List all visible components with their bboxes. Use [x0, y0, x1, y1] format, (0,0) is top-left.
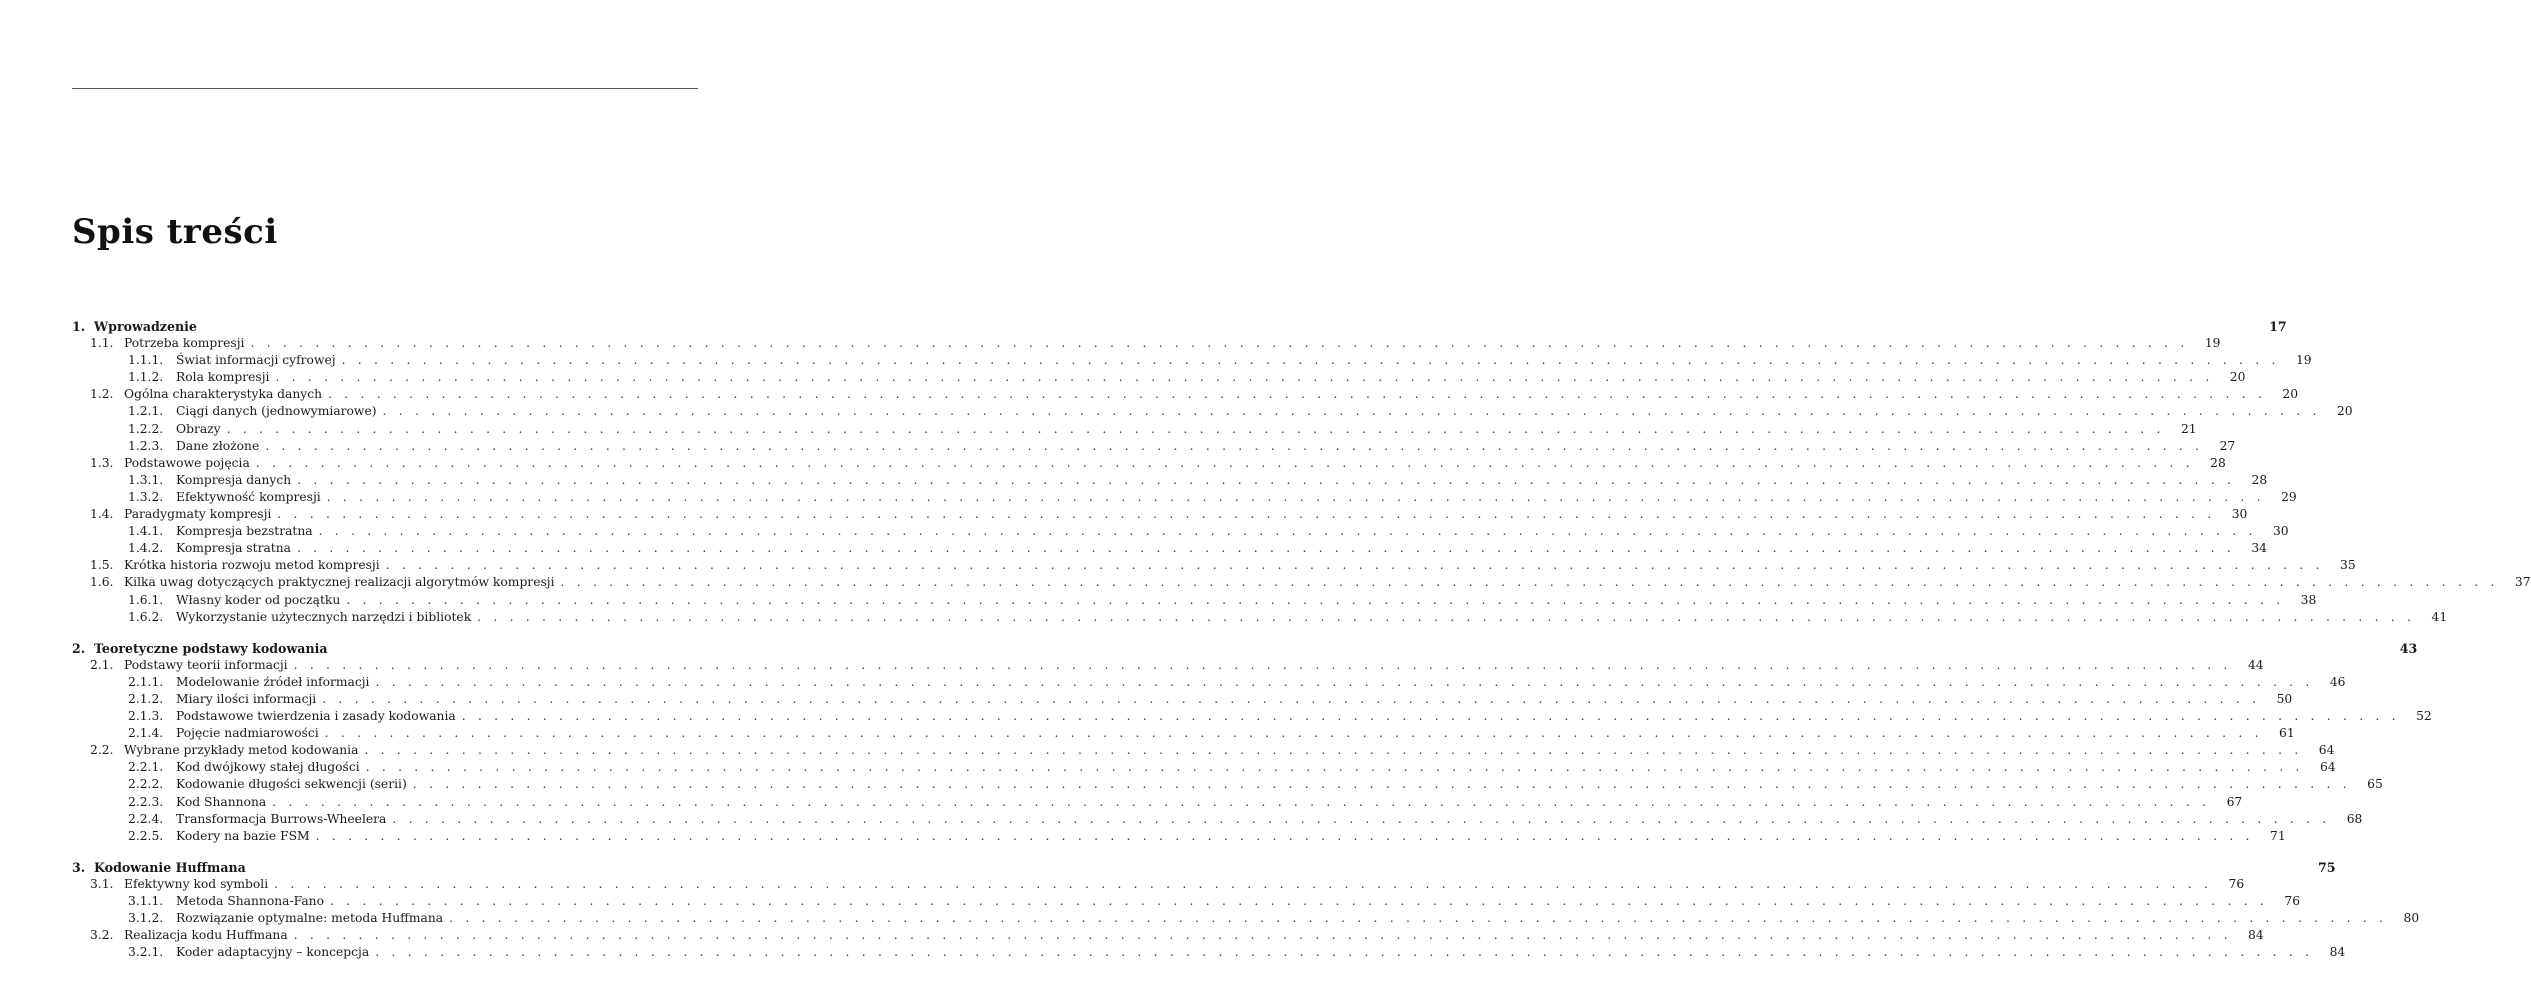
- toc-chapter-entry[interactable]: [72, 640, 2418, 657]
- toc-section-entry-title: Podstawowe pojęcia: [124, 455, 250, 470]
- toc-subsection-entry[interactable]: [72, 523, 2289, 540]
- toc-subsection-entry[interactable]: [72, 944, 2346, 961]
- toc-subsection-entry-title: Miary ilości informacji: [176, 691, 317, 706]
- dot-leader: . . . . . . . . . . . . . . . . . . . . . . . . . . . . . . . . . . . . . . . . . . . . . . . . . . . . . . . . . . . . . . . . . . . . . . . . . . . . . . . . . . . . . . . . . . . . . . . . . . . . . . . . . . . . . . . . . . . . . . . .: [315, 828, 2254, 843]
- toc-section-entry[interactable]: [72, 335, 2221, 352]
- toc-subsection-entry[interactable]: [72, 540, 2267, 557]
- toc-section-entry-title: Realizacja kodu Huffmana: [124, 928, 288, 943]
- toc-subsection-entry-number: 1.2.2.: [128, 421, 164, 436]
- toc-section-entry-number: 1.4.: [90, 507, 114, 522]
- dot-leader: . . . . . . . . . . . . . . . . . . . . . . . . . . . . . . . . . . . . . . . . . . . . . . . . . . . . . . . . . . . . . . . . . . . . . . . . . . . . . . . . . . . . . . . . . . . . . . . . . . . . . . . . . . . . . . . . . . . . . . . .: [365, 760, 2304, 775]
- dot-leader: . . . . . . . . . . . . . . . . . . . . . . . . . . . . . . . . . . . . . . . . . . . . . . . . . . . . . . . . . . . . . . . . . . . . . . . . . . . . . . . . . . . . . . . . . . . . . . . . . . . . . . . . . . . . . . . . . . . . . . . .: [449, 911, 2388, 926]
- toc-chapter-entry-page: 17: [2269, 319, 2287, 334]
- toc-subsection-entry-page: 27: [2219, 438, 2236, 453]
- page-title: Spis treści: [72, 212, 278, 252]
- dot-leader: . . . . . . . . . . . . . . . . . . . . . . . . . . . . . . . . . . . . . . . . . . . . . . . . . . . . . . . . . . . . . . . . . . . . . . . . . . . . . . . . . . . . . . . . . . . . . . . . . . . . . . . . . . . . . . . . . . . . . . . .: [341, 353, 2280, 368]
- toc-subsection-entry-title: Metoda Shannona-Fano: [176, 894, 325, 908]
- toc-chapter: [72, 640, 2432, 845]
- toc-subsection-entry-page: 68: [2346, 811, 2363, 826]
- dot-leader: . . . . . . . . . . . . . . . . . . . . . . . . . . . . . . . . . . . . . . . . . . . . . . . . . . . . . . . . . . . . . . . . . . . . . . . . . . . . . . . . . . . . . . . . . . . . . . . . . . . . . . . . . . . . . . . . . . . . . . . .: [364, 743, 2303, 758]
- toc-subsection-entry-title: Transformacja Burrows-Wheelera: [176, 811, 387, 826]
- toc-subsection-entry-number: 1.3.2.: [128, 489, 164, 504]
- toc-chapter-entry-number: 1.: [72, 319, 86, 334]
- toc-section-entry-title: Podstawy teorii informacji: [124, 657, 288, 672]
- toc-subsection-entry-title: Kod dwójkowy stałej długości: [176, 760, 360, 775]
- toc-section-entry-page: 28: [2210, 455, 2226, 470]
- toc-subsection-entry[interactable]: [72, 893, 2301, 910]
- dot-leader: . . . . . . . . . . . . . . . . . . . . . . . . . . . . . . . . . . . . . . . . . . . . . . . . . . . . . . . . . . . . . . . . . . . . . . . . . . . . . . . . . . . . . . . . . . . . . . . . . . . . . . . . . . . . . . . . . . . . . . . .: [477, 609, 2416, 624]
- dot-leader: . . . . . . . . . . . . . . . . . . . . . . . . . . . . . . . . . . . . . . . . . . . . . . . . . . . . . . . . . . . . . . . . . . . . . . . . . . . . . . . . . . . . . . . . . . . . . . . . . . . . . . . . . . . . . . . . . . . . . . . .: [324, 726, 2263, 741]
- toc-section-entry[interactable]: [72, 557, 2356, 574]
- toc-subsection-entry-title: Kompresja stratna: [176, 541, 291, 556]
- header-rule: [72, 88, 698, 89]
- toc-subsection-entry[interactable]: [72, 421, 2197, 438]
- toc-subsection-entry[interactable]: [72, 592, 2317, 609]
- toc-subsection-entry-page: 19: [2295, 353, 2312, 368]
- toc-subsection-entry-number: 2.1.2.: [128, 691, 164, 706]
- toc-subsection-entry-title: Dane złożone: [176, 438, 260, 453]
- toc-section-entry-title: Wybrane przykłady metod kodowania: [124, 743, 359, 758]
- toc-subsection-entry[interactable]: [72, 369, 2246, 386]
- toc-subsection-entry-page: 80: [2403, 911, 2420, 926]
- toc-subsection-entry[interactable]: [72, 352, 2312, 369]
- toc-section-entry[interactable]: [72, 742, 2335, 759]
- dot-leader: . . . . . . . . . . . . . . . . . . . . . . . . . . . . . . . . . . . . . . . . . . . . . . . . . . . . . . . . . . . . . . . . . . . . . . . . . . . . . . . . . . . . . . . . . . . . . . . . . . . . . . . . . . . . . . . . . . . . . . . .: [326, 489, 2265, 504]
- dot-leader: . . . . . . . . . . . . . . . . . . . . . . . . . . . . . . . . . . . . . . . . . . . . . . . . . . . . . . . . . . . . . . . . . . . . . . . . . . . . . . . . . . . . . . . . . . . . . . . . . . . . . . . . . . . . . . . . . . . . . . . .: [274, 876, 2213, 891]
- toc-subsection-entry-page: 46: [2329, 674, 2346, 689]
- toc-section-entry-page: 64: [2318, 743, 2335, 758]
- toc-subsection-entry[interactable]: [72, 691, 2293, 708]
- dot-leader: . . . . . . . . . . . . . . . . . . . . . . . . . . . . . . . . . . . . . . . . . . . . . . . . . . . . . . . . . . . . . . . . . . . . . . . . . . . . . . . . . . . . . . . . . . . . . . . . . . . . . . . . . . . . . . . . . . . . . . . .: [392, 811, 2331, 826]
- toc-subsection-entry[interactable]: [72, 759, 2336, 776]
- toc-subsection-entry-number: 2.1.4.: [128, 726, 164, 741]
- toc-subsection-entry[interactable]: [72, 489, 2297, 506]
- toc-chapter-entry[interactable]: [72, 318, 2287, 335]
- dot-leader: . . . . . . . . . . . . . . . . . . . . . . . . . . . . . . . . . . . . . . . . . . . . . . . . . . . . . . . . . . . . . . . . . . . . . . . . . . . . . . . . . . . . . . . . . . . . . . . . . . . . . . . . . . . . . . . . . . . . . . . .: [265, 438, 2204, 453]
- dot-leader: . . . . . . . . . . . . . . . . . . . . . . . . . . . . . . . . . . . . . . . . . . . . . . . . . . . . . . . . . . . . . . . . . . . . . . . . . . . . . . . . . . . . . . . . . . . . . . . . . . . . . . . . . . . . . . . . . . . . . . . .: [318, 524, 2257, 539]
- toc-subsection-entry[interactable]: [72, 725, 2295, 742]
- dot-leader: . . . . . . . . . . . . . . . . . . . . . . . . . . . . . . . . . . . . . . . . . . . . . . . . . . . . . . . . . . . . . . . . . . . . . . . . . . . . . . . . . . . . . . . . . . . . . . . . . . . . . . . . . . . . . . . . . . . . . . . .: [322, 691, 2261, 706]
- toc-subsection-entry-number: 1.1.1.: [128, 353, 164, 368]
- toc-subsection-entry-page: 52: [2416, 709, 2432, 724]
- toc-section-entry[interactable]: [72, 876, 2245, 893]
- toc-subsection-entry-number: 2.2.2.: [128, 777, 164, 792]
- toc-subsection-entry-title: Kod Shannona: [176, 794, 267, 809]
- toc-subsection-entry-number: 3.1.1.: [128, 894, 164, 908]
- toc-subsection-entry[interactable]: [72, 794, 2243, 811]
- toc-section-entry-number: 2.2.: [90, 743, 114, 758]
- toc-subsection-entry-page: 29: [2281, 489, 2297, 504]
- toc-chapter-entry-number: 3.: [72, 859, 86, 875]
- dot-leader: . . . . . . . . . . . . . . . . . . . . . . . . . . . . . . . . . . . . . . . . . . . . . . . . . . . . . . . . . . . . . . . . . . . . . . . . . . . . . . . . . . . . . . . . . . . . . . . . . . . . . . . . . . . . . . . . . . . . . . . .: [293, 657, 2232, 672]
- toc-section-entry-title: Kilka uwag dotyczących praktycznej realizacji algorytmów kompresji: [124, 575, 555, 590]
- dot-leader: . . . . . . . . . . . . . . . . . . . . . . . . . . . . . . . . . . . . . . . . . . . . . . . . . . . . . . . . . . . . . . . . . . . . . . . . . . . . . . . . . . . . . . . . . . . . . . . . . . . . . . . . . . . . . . . . . . . . . . . .: [375, 674, 2314, 689]
- toc-section-entry[interactable]: [72, 386, 2299, 403]
- toc-subsection-entry[interactable]: [72, 828, 2286, 845]
- toc-subsection-entry-page: 21: [2180, 421, 2197, 436]
- toc-section-entry-title: Paradygmaty kompresji: [124, 507, 272, 522]
- toc-subsection-entry-page: 64: [2320, 760, 2336, 775]
- toc-subsection-entry-number: 1.6.1.: [128, 592, 164, 607]
- dot-leader: . . . . . . . . . . . . . . . . . . . . . . . . . . . . . . . . . . . . . . . . . . . . . . . . . . . . . . . . . . . . . . . . . . . . . . . . . . . . . . . . . . . . . . . . . . . . . . . . . . . . . . . . . . . . . . . . . . . . . . . .: [297, 472, 2236, 487]
- toc-subsection-entry-title: Efektywność kompresji: [176, 489, 321, 504]
- toc-chapter: [72, 859, 2420, 962]
- toc-section-entry-title: Krótka historia rozwoju metod kompresji: [124, 558, 380, 573]
- toc-subsection-entry-title: Wykorzystanie użytecznych narzędzi i bibliotek: [176, 609, 472, 624]
- toc-chapter-entry-title: Wprowadzenie: [94, 319, 197, 334]
- toc-section-entry-number: 1.6.: [90, 575, 114, 590]
- dot-leader: . . . . . . . . . . . . . . . . . . . . . . . . . . . . . . . . . . . . . . . . . . . . . . . . . . . . . . . . . . . . . . . . . . . . . . . . . . . . . . . . . . . . . . . . . . . . . . . . . . . . . . . . . . . . . . . . . . . . . . . .: [346, 592, 2285, 607]
- toc-subsection-entry-number: 2.2.4.: [128, 811, 164, 826]
- toc-subsection-entry-page: 67: [2226, 794, 2243, 809]
- toc-subsection-entry-page: 41: [2431, 609, 2448, 624]
- toc-section-entry-page: 44: [2247, 657, 2264, 672]
- toc-subsection-entry-number: 2.1.1.: [128, 674, 164, 689]
- toc-subsection-entry-title: Ciągi danych (jednowymiarowe): [176, 404, 377, 419]
- toc-subsection-entry-number: 1.1.2.: [128, 370, 164, 385]
- toc-subsection-entry-page: 61: [2279, 726, 2295, 741]
- toc-subsection-entry-number: 3.1.2.: [128, 911, 164, 926]
- toc-chapter-entry-title: Kodowanie Huffmana: [94, 859, 246, 875]
- toc-chapter-entry-page: 75: [2317, 859, 2336, 875]
- dot-leader: . . . . . . . . . . . . . . . . . . . . . . . . . . . . . . . . . . . . . . . . . . . . . . . . . . . . . . . . . . . . . . . . . . . . . . . . . . . . . . . . . . . . . . . . . . . . . . . . . . . . . . . . . . . . . . . . . . . . . . . .: [272, 794, 2211, 809]
- toc-subsection-entry-title: Kompresja bezstratna: [176, 524, 313, 539]
- toc-subsection-entry-number: 1.6.2.: [128, 609, 164, 624]
- toc-section-entry-title: Ogólna charakterystyka danych: [124, 387, 323, 402]
- dot-leader: . . . . . . . . . . . . . . . . . . . . . . . . . . . . . . . . . . . . . . . . . . . . . . . . . . . . . . . . . . . . . . . . . . . . . . . . . . . . . . . . . . . . . . . . . . . . . . . . . . . . . . . . . . . . . . . . . . . . . . . .: [461, 709, 2400, 724]
- toc-section-entry-page: 20: [2282, 387, 2299, 402]
- toc-section-entry[interactable]: [72, 574, 2531, 591]
- toc-subsection-entry[interactable]: [72, 403, 2353, 420]
- toc-subsection-entry-number: 1.2.1.: [128, 404, 164, 419]
- toc-subsection-entry-number: 1.2.3.: [128, 438, 164, 453]
- toc-section-entry-page: 30: [2231, 507, 2248, 522]
- toc-subsection-entry-page: 28: [2251, 472, 2268, 487]
- toc-subsection-entry-page: 30: [2272, 524, 2289, 539]
- toc-subsection-entry-title: Kompresja danych: [176, 472, 292, 487]
- toc-subsection-entry-number: 1.4.1.: [128, 524, 164, 539]
- toc-subsection-entry-number: 2.2.3.: [128, 794, 164, 809]
- dot-leader: . . . . . . . . . . . . . . . . . . . . . . . . . . . . . . . . . . . . . . . . . . . . . . . . . . . . . . . . . . . . . . . . . . . . . . . . . . . . . . . . . . . . . . . . . . . . . . . . . . . . . . . . . . . . . . . . . . . . . . . .: [250, 336, 2189, 351]
- dot-leader: . . . . . . . . . . . . . . . . . . . . . . . . . . . . . . . . . . . . . . . . . . . . . . . . . . . . . . . . . . . . . . . . . . . . . . . . . . . . . . . . . . . . . . . . . . . . . . . . . . . . . . . . . . . . . . . . . . . . . . . .: [255, 455, 2194, 470]
- dot-leader: . . . . . . . . . . . . . . . . . . . . . . . . . . . . . . . . . . . . . . . . . . . . . . . . . . . . . . . . . . . . . . . . . . . . . . . . . . . . . . . . . . . . . . . . . . . . . . . . . . . . . . . . . . . . . . . . . . . . . . . .: [385, 558, 2324, 573]
- toc-subsection-entry-page: 34: [2251, 541, 2267, 556]
- toc-subsection-entry-page: 71: [2270, 828, 2286, 843]
- toc-subsection-entry-title: Rozwiązanie optymalne: metoda Huffmana: [176, 911, 444, 926]
- toc-section-entry-number: 3.1.: [90, 876, 114, 891]
- toc-subsection-entry-page: 76: [2284, 894, 2301, 908]
- dot-leader: . . . . . . . . . . . . . . . . . . . . . . . . . . . . . . . . . . . . . . . . . . . . . . . . . . . . . . . . . . . . . . . . . . . . . . . . . . . . . . . . . . . . . . . . . . . . . . . . . . . . . . . . . . . . . . . . . . . . . . . .: [330, 894, 2269, 908]
- toc-section-entry-page: 19: [2204, 336, 2221, 351]
- toc-subsection-entry-title: Koder adaptacyjny – koncepcja: [176, 945, 370, 960]
- toc-subsection-entry-title: Modelowanie źródeł informacji: [176, 674, 370, 689]
- toc-subsection-entry[interactable]: [72, 609, 2448, 626]
- toc-subsection-entry-page: 50: [2276, 691, 2293, 706]
- toc-subsection-entry-page: 20: [2229, 370, 2246, 385]
- toc-section-entry-number: 1.2.: [90, 387, 114, 402]
- toc-section-entry[interactable]: [72, 455, 2226, 472]
- toc-subsection-entry[interactable]: [72, 910, 2420, 927]
- toc-subsection-entry-page: 65: [2367, 777, 2383, 792]
- toc-chapter-entry-title: Teoretyczne podstawy kodowania: [94, 640, 328, 656]
- toc-section-entry-title: Efektywny kod symboli: [124, 876, 269, 891]
- toc-section-entry-number: 1.1.: [90, 336, 114, 351]
- toc-subsection-entry-page: 84: [2329, 945, 2346, 960]
- toc-section-entry-title: Potrzeba kompresji: [124, 336, 245, 351]
- toc-subsection-entry-title: Pojęcie nadmiarowości: [176, 726, 319, 741]
- toc-subsection-entry[interactable]: [72, 811, 2363, 828]
- dot-leader: . . . . . . . . . . . . . . . . . . . . . . . . . . . . . . . . . . . . . . . . . . . . . . . . . . . . . . . . . . . . . . . . . . . . . . . . . . . . . . . . . . . . . . . . . . . . . . . . . . . . . . . . . . . . . . . . . . . . . . . .: [412, 777, 2351, 792]
- toc-subsection-entry-page: 38: [2300, 592, 2317, 607]
- toc-section-entry-page: 84: [2248, 928, 2264, 943]
- toc-subsection-entry-title: Świat informacji cyfrowej: [176, 353, 336, 368]
- toc-subsection-entry-title: Podstawowe twierdzenia i zasady kodowania: [176, 709, 456, 724]
- toc-subsection-entry-number: 3.2.1.: [128, 945, 164, 960]
- dot-leader: . . . . . . . . . . . . . . . . . . . . . . . . . . . . . . . . . . . . . . . . . . . . . . . . . . . . . . . . . . . . . . . . . . . . . . . . . . . . . . . . . . . . . . . . . . . . . . . . . . . . . . . . . . . . . . . . . . . . . . . .: [277, 507, 2216, 522]
- toc-subsection-entry-title: Kodowanie długości sekwencji (serii): [176, 777, 407, 792]
- toc-section-entry-number: 3.2.: [90, 928, 114, 943]
- toc-subsection-entry-page: 20: [2336, 404, 2353, 419]
- table-of-contents: [72, 318, 2531, 975]
- toc-subsection-entry-number: 2.2.5.: [128, 828, 164, 843]
- toc-chapter-entry[interactable]: [72, 859, 2336, 876]
- toc-subsection-entry-number: 2.2.1.: [128, 760, 164, 775]
- dot-leader: . . . . . . . . . . . . . . . . . . . . . . . . . . . . . . . . . . . . . . . . . . . . . . . . . . . . . . . . . . . . . . . . . . . . . . . . . . . . . . . . . . . . . . . . . . . . . . . . . . . . . . . . . . . . . . . . . . . . . . . .: [275, 370, 2214, 385]
- toc-section-entry-page: 76: [2228, 876, 2245, 891]
- dot-leader: . . . . . . . . . . . . . . . . . . . . . . . . . . . . . . . . . . . . . . . . . . . . . . . . . . . . . . . . . . . . . . . . . . . . . . . . . . . . . . . . . . . . . . . . . . . . . . . . . . . . . . . . . . . . . . . . . . . . . . . .: [296, 541, 2235, 556]
- toc-subsection-entry[interactable]: [72, 472, 2268, 489]
- toc-chapter: [72, 318, 2531, 626]
- dot-leader: . . . . . . . . . . . . . . . . . . . . . . . . . . . . . . . . . . . . . . . . . . . . . . . . . . . . . . . . . . . . . . . . . . . . . . . . . . . . . . . . . . . . . . . . . . . . . . . . . . . . . . . . . . . . . . . . . . . . . . . .: [375, 945, 2314, 960]
- toc-section-entry-page: 37: [2514, 575, 2531, 590]
- toc-section-entry-page: 35: [2340, 558, 2356, 573]
- toc-section-entry-number: 1.5.: [90, 558, 114, 573]
- toc-subsection-entry-number: 1.4.2.: [128, 541, 164, 556]
- toc-subsection-entry-number: 1.3.1.: [128, 472, 164, 487]
- toc-subsection-entry[interactable]: [72, 776, 2383, 793]
- toc-subsection-entry[interactable]: [72, 438, 2236, 455]
- toc-subsection-entry-title: Własny koder od początku: [176, 592, 341, 607]
- toc-section-entry[interactable]: [72, 927, 2264, 944]
- dot-leader: . . . . . . . . . . . . . . . . . . . . . . . . . . . . . . . . . . . . . . . . . . . . . . . . . . . . . . . . . . . . . . . . . . . . . . . . . . . . . . . . . . . . . . . . . . . . . . . . . . . . . . . . . . . . . . . . . . . . . . . .: [382, 404, 2321, 419]
- dot-leader: . . . . . . . . . . . . . . . . . . . . . . . . . . . . . . . . . . . . . . . . . . . . . . . . . . . . . . . . . . . . . . . . . . . . . . . . . . . . . . . . . . . . . . . . . . . . . . . . . . . . . . . . . . . . . . . . . . . . . . . .: [328, 387, 2267, 402]
- toc-subsection-entry[interactable]: [72, 708, 2432, 725]
- toc-section-entry-number: 1.3.: [90, 455, 114, 470]
- toc-chapter-entry-page: 43: [2399, 640, 2418, 656]
- dot-leader: . . . . . . . . . . . . . . . . . . . . . . . . . . . . . . . . . . . . . . . . . . . . . . . . . . . . . . . . . . . . . . . . . . . . . . . . . . . . . . . . . . . . . . . . . . . . . . . . . . . . . . . . . . . . . . . . . . . . . . . .: [226, 421, 2165, 436]
- toc-section-entry[interactable]: [72, 657, 2264, 674]
- toc-chapter-entry-number: 2.: [72, 640, 86, 656]
- toc-subsection-entry-number: 2.1.3.: [128, 709, 164, 724]
- toc-subsection-entry-title: Kodery na bazie FSM: [176, 828, 310, 843]
- dot-leader: . . . . . . . . . . . . . . . . . . . . . . . . . . . . . . . . . . . . . . . . . . . . . . . . . . . . . . . . . . . . . . . . . . . . . . . . . . . . . . . . . . . . . . . . . . . . . . . . . . . . . . . . . . . . . . . . . . . . . . . .: [560, 575, 2499, 590]
- toc-subsection-entry[interactable]: [72, 674, 2346, 691]
- toc-section-entry-number: 2.1.: [90, 657, 114, 672]
- toc-subsection-entry-title: Rola kompresji: [176, 370, 270, 385]
- dot-leader: . . . . . . . . . . . . . . . . . . . . . . . . . . . . . . . . . . . . . . . . . . . . . . . . . . . . . . . . . . . . . . . . . . . . . . . . . . . . . . . . . . . . . . . . . . . . . . . . . . . . . . . . . . . . . . . . . . . . . . . .: [293, 928, 2232, 943]
- toc-section-entry[interactable]: [72, 506, 2248, 523]
- toc-subsection-entry-title: Obrazy: [176, 421, 221, 436]
